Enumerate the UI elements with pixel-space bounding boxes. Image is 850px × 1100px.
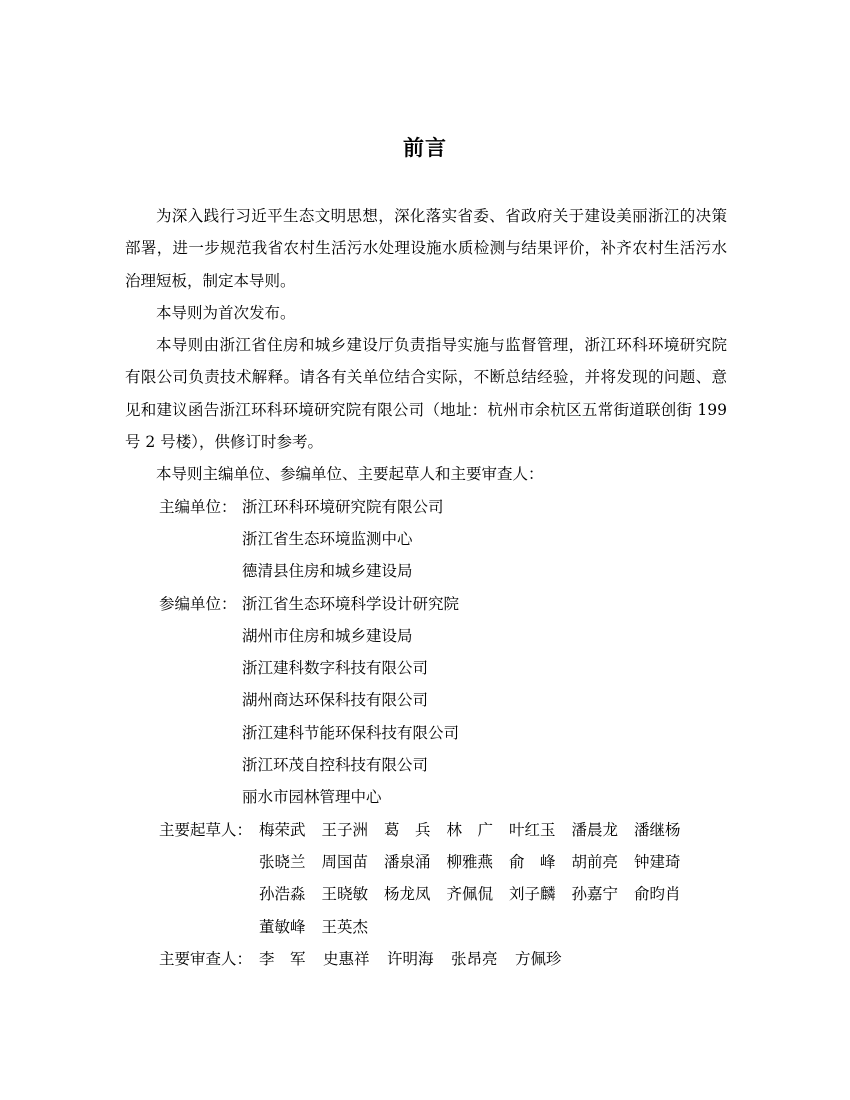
drafters-row: [125, 911, 727, 943]
preface-body: [125, 200, 727, 975]
participating-unit-row: [125, 620, 727, 652]
page-title: 前言: [403, 136, 447, 160]
chief-unit: 浙江环科环境研究院有限公司: [242, 497, 444, 516]
drafter-name: 孙嘉宁: [571, 885, 619, 904]
drafter-name: 钟建琦: [634, 852, 681, 871]
reviewers-row: [125, 943, 727, 975]
participating-unit-row: [125, 684, 727, 716]
drafter-name: 葛 兵: [384, 820, 431, 839]
chief-unit: 德清县住房和城乡建设局: [242, 562, 413, 581]
drafter-name: 柳雅燕: [446, 852, 494, 871]
participating-unit: 浙江建科节能环保科技有限公司: [242, 723, 460, 742]
reviewers-label: 主要审查人：: [159, 949, 253, 968]
drafter-name: 潘晨龙: [571, 820, 619, 839]
chief-unit: 浙江省生态环境监测中心: [242, 529, 413, 548]
drafter-name: 孙浩淼: [259, 885, 306, 904]
drafter-name: 杨龙凤: [384, 885, 431, 904]
participating-unit: 浙江环茂自控科技有限公司: [242, 756, 429, 775]
reviewer-name: 张昂亮: [451, 949, 498, 968]
drafter-name: 张晓兰: [259, 852, 306, 871]
drafter-name: 俞昀肖: [634, 885, 681, 904]
participating-unit: 湖州商达环保科技有限公司: [242, 691, 429, 710]
chief-unit-row: [125, 491, 727, 523]
drafter-name: 王子洲: [321, 820, 369, 839]
drafter-name: 刘子麟: [509, 885, 556, 904]
drafter-name: 齐佩侃: [446, 885, 494, 904]
drafter-name: 林 广: [446, 820, 494, 839]
paragraph-units-intro: 本导则主编单位、参编单位、主要起草人和主要审查人：: [156, 465, 544, 484]
drafters-row: [125, 878, 727, 910]
participating-unit: 浙江建科数字科技有限公司: [242, 659, 429, 678]
participating-unit-row: [125, 652, 727, 684]
paragraph-management: 本导则由浙江省住房和城乡建设厅负责指导实施与监督管理，浙江环科环境研究院有限公司负责技术解释。请各有关单位结合实际，不断总结经验，并将发现的问题、意见和建议函告浙江环科环境研究院有限公司（地址：杭州市余杭区五常街道联创街 199 号 2 号楼），供修订时参考。: [125, 336, 727, 452]
participating-units-label: 参编单位：: [159, 594, 237, 613]
participating-unit: 丽水市园林管理中心: [242, 788, 382, 807]
reviewer-name: 方佩珍: [515, 949, 562, 968]
drafter-name: 潘继杨: [634, 820, 681, 839]
drafter-name: 王晓敏: [321, 885, 369, 904]
participating-unit-row: [125, 588, 727, 620]
chief-units-label: 主编单位：: [159, 497, 237, 516]
reviewer-name: 许明海: [387, 949, 434, 968]
drafters-label: 主要起草人：: [159, 820, 253, 839]
drafter-name: 潘泉涌: [384, 852, 431, 871]
drafter-name: 王英杰: [321, 917, 369, 936]
participating-unit: 湖州市住房和城乡建设局: [242, 626, 413, 645]
drafters-row: [125, 846, 727, 878]
participating-unit-row: [125, 717, 727, 749]
participating-unit-row: [125, 781, 727, 813]
paragraph-intro: 为深入践行习近平生态文明思想，深化落实省委、省政府关于建设美丽浙江的决策部署，进一步规范我省农村生活污水处理设施水质检测与结果评价，补齐农村生活污水治理短板，制定本导则。: [125, 207, 727, 290]
participating-unit-row: [125, 749, 727, 781]
reviewer-name: 李 军: [259, 949, 306, 968]
drafter-name: 俞 峰: [509, 852, 556, 871]
chief-unit-row: [125, 555, 727, 587]
drafter-name: 周国苗: [321, 852, 369, 871]
drafter-name: 董敏峰: [259, 917, 306, 936]
paragraph-first-release: 本导则为首次发布。: [156, 303, 296, 322]
drafters-row: [125, 814, 727, 846]
drafter-name: 梅荣武: [259, 820, 306, 839]
chief-unit-row: [125, 523, 727, 555]
drafter-name: 叶红玉: [509, 820, 556, 839]
drafter-name: 胡前亮: [571, 852, 619, 871]
reviewer-name: 史惠祥: [323, 949, 370, 968]
participating-unit: 浙江省生态环境科学设计研究院: [242, 594, 460, 613]
